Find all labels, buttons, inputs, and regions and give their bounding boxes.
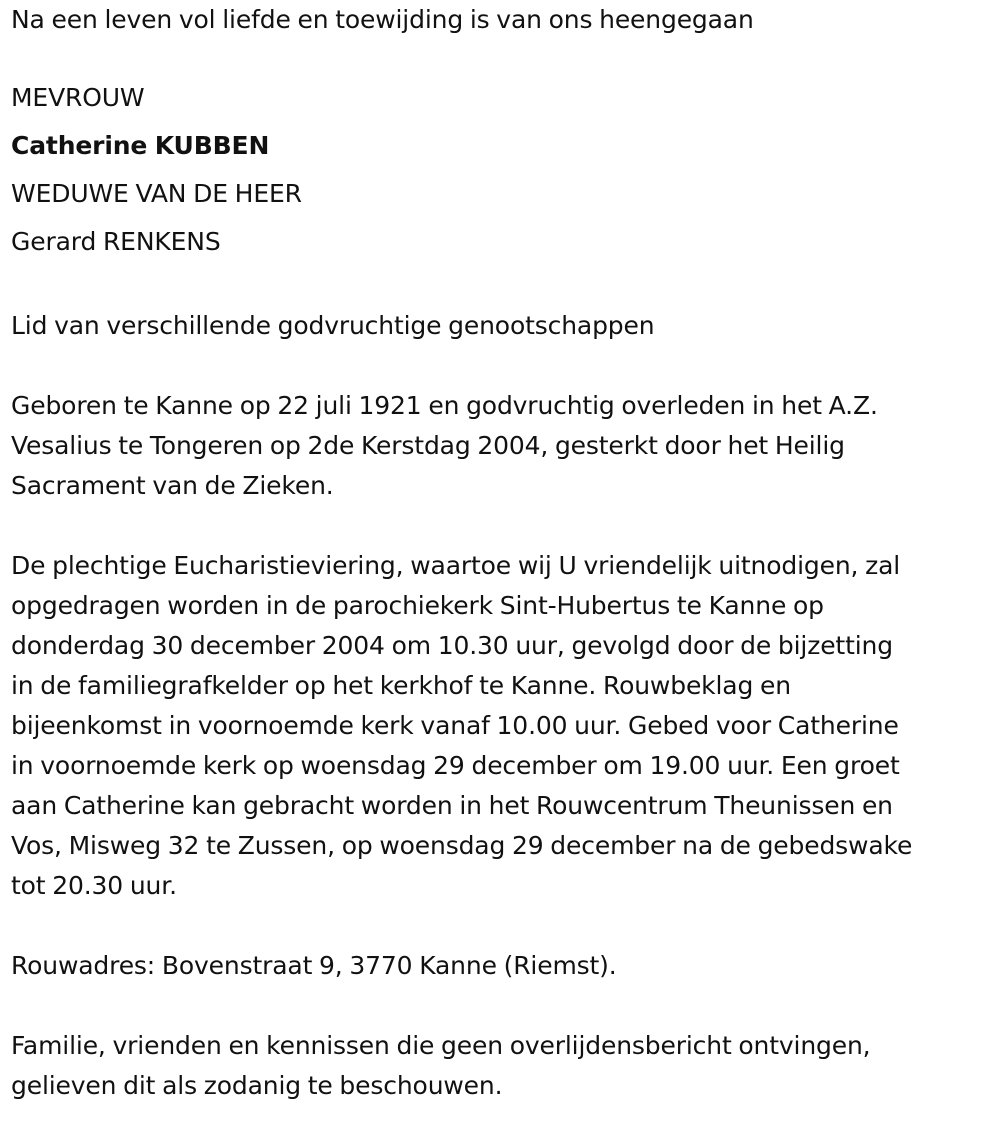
spouse-name: Gerard RENKENS bbox=[11, 227, 221, 256]
name-block bbox=[11, 74, 991, 266]
mourning-address: Rouwadres: Bovenstraat 9, 3770 Kanne (Riemst). bbox=[11, 951, 617, 980]
title-prefix: MEVROUW bbox=[11, 83, 145, 112]
widow-line: WEDUWE VAN DE HEER bbox=[11, 179, 302, 208]
obituary-notice bbox=[11, 0, 991, 1106]
opening-line: Na een leven vol liefde en toewijding is van ons heengegaan bbox=[11, 5, 754, 34]
deceased-name: Catherine KUBBEN bbox=[11, 131, 270, 160]
membership-line: Lid van verschillende godvruchtige genootschappen bbox=[11, 311, 655, 340]
closing-paragraph: Familie, vrienden en kennissen die geen overlijdensbericht ontvingen, gelieven dit als zodanig te beschouwen. bbox=[11, 1031, 871, 1100]
birth-death-paragraph: Geboren te Kanne op 22 juli 1921 en godvruchtig overleden in het A.Z. Vesalius te Tongeren op 2de Kerstdag 2004, gesterkt door het Heilig Sacrament van de Zieken. bbox=[11, 391, 878, 500]
ceremony-paragraph: De plechtige Eucharistieviering, waartoe wij U vriendelijk uitnodigen, zal opgedragen worden in de parochiekerk Sint-Hubertus te Kanne op donderdag 30 december 2004 om 10.30 uur, gevolgd door de bijzetting in de familiegrafkelder op het kerkhof te Kanne. Rouwbeklag en bijeenkomst in voornoemde kerk vanaf 10.00 uur. Gebed voor Catherine in voornoemde kerk op woensdag 29 december om 19.00 uur. Een groet aan Catherine kan gebracht worden in het Rouwcentrum Theunissen en Vos, Misweg 32 te Zussen, op woensdag 29 december na de gebedswake tot 20.30 uur. bbox=[11, 551, 913, 900]
